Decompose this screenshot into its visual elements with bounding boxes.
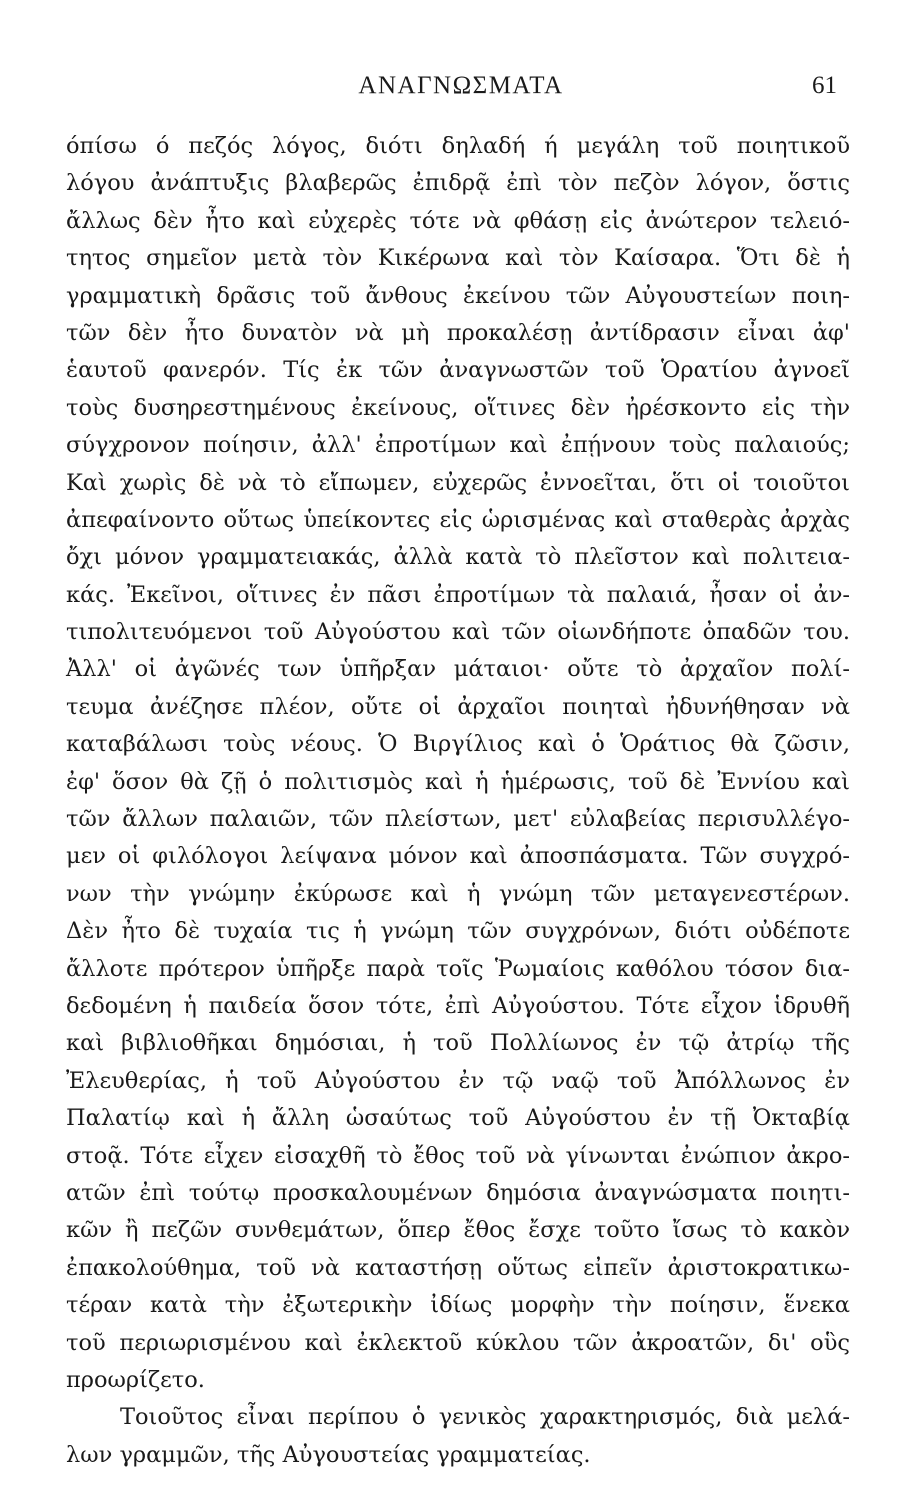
text-line: τῶν ἄλλων παλαιῶν, τῶν πλείστων, μετ' εὐλαβείας περισυλλέγο- [66,806,850,833]
running-title: ΑΝΑΓΝΩΣΜΑΤΑ [358,72,564,99]
text-line: Ἀλλ' οἱ ἀγῶνές των ὑπῆρξαν μάταιοι· οὔτε τὸ ἀρχαῖον πολί- [66,656,850,683]
text-line: ἐφ' ὅσον θὰ ζῇ ὁ πολιτισμὸς καὶ ἡ ἡμέρωσις, τοῦ δὲ Ἐννίου καὶ [66,768,850,795]
page-number: 61 [812,72,837,99]
text-line: ἀπεφαίνοντο οὕτως ὑπείκοντες εἰς ὡρισμένας καὶ σταθερὰς ἀρχὰς [66,506,850,533]
text-line: λων γραμμῶν, τῆς Αὐγουστείας γραμματείας. [66,1441,591,1468]
text-line: στοᾷ. Τότε εἶχεν εἰσαχθῆ τὸ ἔθος τοῦ νὰ γίνωνται ἐνώπιον ἀκρο- [66,1142,850,1169]
text-line: σύγχρονον ποίησιν, ἀλλ' ἐπροτίμων καὶ ἐπῄνουν τοὺς παλαιούς; [66,432,850,459]
text-line: όπίσω ό πεζός λόγος, διότι δηλαδή ή μεγάλη τοῦ ποιητικοῦ [66,133,850,159]
text-line: ἄλλοτε πρότερον ὑπῆρξε παρὰ τοῖς Ῥωμαίοις καθόλου τόσον δια- [66,955,850,982]
text-line: δεδομένη ἡ παιδεία ὅσον τότε, ἐπὶ Αὐγούστου. Τότε εἶχον ἱδρυθῆ [66,992,850,1019]
text-line: ὄχι μόνον γραμματειακάς, ἀλλὰ κατὰ τὸ πλεῖστον καὶ πολιτεια- [66,544,850,571]
text-line: γραμματικὴ δρᾶσις τοῦ ἄνθους ἐκείνου τῶν Αὐγουστείων ποιη- [66,282,850,309]
text-line: τέραν κατὰ τὴν ἐξωτερικὴν ἰδίως μορφὴν τὴν ποίησιν, ἕνεκα [66,1292,850,1319]
text-line: καταβάλωσι τοὺς νέους. Ὁ Βιργίλιος καὶ ὁ Ὁράτιος θὰ ζῶσιν, [66,731,850,758]
text-line: Τοιοῦτος εἶναι περίπου ὁ γενικὸς χαρακτηρισμός, διὰ μελά- [120,1404,850,1431]
text-line: τῶν δὲν ἦτο δυνατὸν νὰ μὴ προκαλέσῃ ἀντίδρασιν εἶναι ἀφ' [66,319,850,346]
text-line: Καὶ χωρὶς δὲ νὰ τὸ εἴπωμεν, εὐχερῶς ἐννοεῖται, ὅτι οἱ τοιοῦτοι [66,469,850,496]
text-line: τητος σημεῖον μετὰ τὸν Κικέρωνα καὶ τὸν Καίσαρα. Ὅτι δὲ ἡ [66,245,850,272]
text-line: νων τὴν γνώμην ἐκύρωσε καὶ ἡ γνώμη τῶν μεταγενεστέρων. [66,880,850,907]
text-line: κάς. Ἐκεῖνοι, οἵτινες ἐν πᾶσι ἐπροτίμων τὰ παλαιά, ἦσαν οἱ ἀν- [66,581,850,608]
text-line: Ἐλευθερίας, ἡ τοῦ Αὐγούστου ἐν τῷ ναῷ τοῦ Ἀπόλλωνος ἐν [66,1067,850,1094]
text-line: ἐπακολούθημα, τοῦ νὰ καταστήσῃ οὕτως εἰπεῖν ἀριστοκρατικω- [66,1254,850,1281]
text-line: Παλατίῳ καὶ ἡ ἄλλη ὡσαύτως τοῦ Αὐγούστου ἐν τῇ Ὀκταβίᾳ [66,1105,850,1132]
text-line: ἄλλως δὲν ἦτο καὶ εὐχερὲς τότε νὰ φθάσῃ εἰς ἀνώτερον τελειό- [66,207,850,234]
text-line: Δὲν ἦτο δὲ τυχαία τις ἡ γνώμη τῶν συγχρόνων, διότι οὐδέποτε [66,918,850,945]
text-line: καὶ βιβλιοθῆκαι δημόσιαι, ἡ τοῦ Πολλίωνος ἐν τῷ ἀτρίῳ τῆς [66,1030,850,1057]
text-line: ἑαυτοῦ φανερόν. Τίς ἐκ τῶν ἀναγνωστῶν τοῦ Ὁρατίου ἀγνοεῖ [66,357,850,384]
text-line: τιπολιτευόμενοι τοῦ Αὐγούστου καὶ τῶν οἱωνδήποτε ὀπαδῶν του. [66,619,850,646]
text-line: κῶν ἢ πεζῶν συνθεμάτων, ὅπερ ἔθος ἔσχε τοῦτο ἴσως τὸ κακὸν [66,1217,850,1244]
body-text [66,128,850,1474]
text-line: τευμα ἀνέζησε πλέον, οὔτε οἱ ἀρχαῖοι ποιηταὶ ἠδυνήθησαν νὰ [66,693,850,720]
paragraph [66,128,850,1399]
text-line: ατῶν ἐπὶ τούτῳ προσκαλουμένων δημόσια ἀναγνώσματα ποιητι- [66,1179,850,1206]
text-line: τοῦ περιωρισμένου καὶ ἐκλεκτοῦ κύκλου τῶν ἀκροατῶν, δι' οὓς [66,1329,850,1356]
text-line: τοὺς δυσηρεστημένους ἐκείνους, οἵτινες δὲν ἠρέσκοντο εἰς τὴν [66,394,850,421]
paragraph [66,1399,850,1474]
text-line: λόγου ἀνάπτυξις βλαβερῶς ἐπιδρᾷ ἐπὶ τὸν πεζὸν λόγον, ὅστις [66,170,850,197]
text-line: μεν οἱ φιλόλογοι λείψανα μόνον καὶ ἀποσπάσματα. Τῶν συγχρό- [66,843,850,870]
text-line: προωρίζετο. [66,1366,205,1393]
